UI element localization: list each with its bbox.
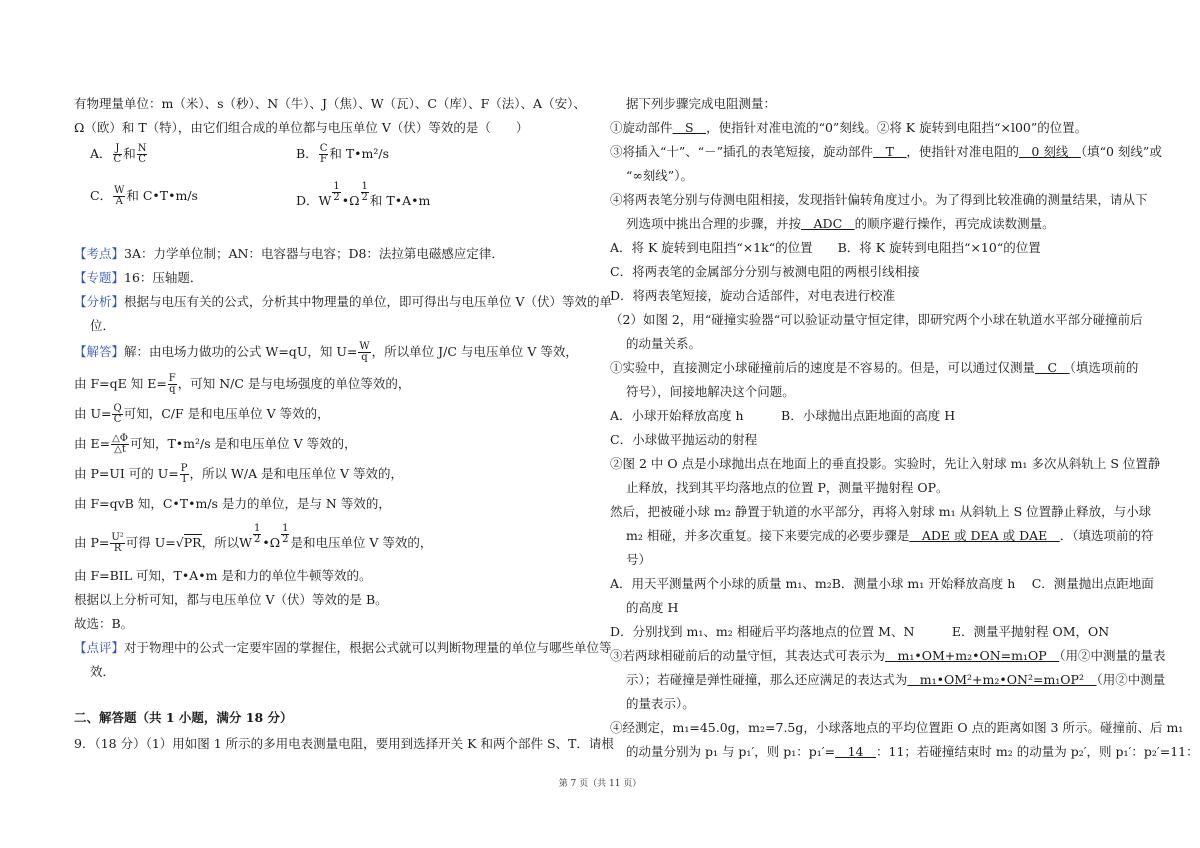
option-a-label: A． xyxy=(90,146,112,161)
zhuanti-line xyxy=(74,270,202,286)
option-a-and: 和 xyxy=(123,146,136,161)
fraction-c-over-f: $\frac{C}{F}$ xyxy=(319,143,328,165)
jieda-line-1: 【解答】解：由电场力做功的公式 W=qU，知 U= $\frac{W}{q}$ ，所以单位 J/C 与电压单位 V 等效， xyxy=(74,341,578,363)
r-option-ab-2: A．小球开始释放高度 h B．小球抛出点距地面的高度 H xyxy=(610,408,956,423)
r-line-13: 符号），间接地解决这个问题。 xyxy=(626,384,795,399)
page-footer: 第 7 页（共 11 页） xyxy=(558,779,642,789)
option-d-label: D． xyxy=(296,193,319,209)
r-option-ab: A．将 K 旋转到电阻挡“×1k“的位置 B．将 K 旋转到电阻挡“×10“的位置 xyxy=(610,240,1041,255)
fraction-n-over-c: $\frac{N}{C}$ xyxy=(137,143,147,165)
fraction-p-over-i: $\frac{P}{I}$ xyxy=(180,463,188,485)
exponent-half-2: $\frac{1}{2}$ xyxy=(361,181,368,203)
r-option-d: D．将两表笔短接，旋动合适部件，对电表进行校准 xyxy=(610,288,896,303)
blank-s: S xyxy=(672,120,707,135)
blank-elastic: m₁•OM²+m₂•ON²=m₁OP² xyxy=(907,672,1097,687)
solution-line-flux: 由 E= $\frac{\triangle\Phi}{\triangle t}$ 可知，T•m²/s 是和电压单位 V 等效的， xyxy=(74,433,357,455)
r-option-de: D．分别找到 m₁、m₂ 相碰后平均落地点的位置 M、N E．测量平抛射程 OM，ON xyxy=(610,624,1110,639)
r-line-19: m₂ 相碰，并多次重复。接下来要完成的必要步骤是 ADE 或 DEA 或 DAE ．（填选项前的符 xyxy=(626,528,1154,543)
exponent-half-4: $\frac{1}{2}$ xyxy=(282,523,289,545)
option-c-label: C． xyxy=(90,188,113,203)
option-d-ohm: •Ω xyxy=(341,193,360,209)
dianping-text-1: 对于物理中的公式一定要牢固的掌握住，根据公式就可以判断物理量的单位与哪些单位等 xyxy=(124,640,612,655)
r-line-26: 的量表示）。 xyxy=(626,696,695,711)
solution-line-e: 由 F=qE 知 E= $\frac{F}{q}$ ，可知 N/C 是与电场强度的单位等效的， xyxy=(74,373,411,395)
solution-conclusion: 根据以上分析可知，都与电压单位 V（伏）等效的是 B。 xyxy=(74,592,388,607)
fraction-q-over-c: $\frac{Q}{C}$ xyxy=(113,403,122,425)
r-line-3: ③将插入“十”、“－”插孔的表笔短接，旋动部件 T ，使指针对准电阻的 0 刻线 （填“0 刻线”或 xyxy=(610,144,1162,159)
blank-adc: ADC xyxy=(801,216,855,231)
solution-line-power: 由 P=UI 可的 U= $\frac{P}{I}$ ，所以 W/A 是和电压单位 V 等效的， xyxy=(74,463,404,485)
solution-line-u: 由 U= $\frac{Q}{C}$ 可知，C/F 是和电压单位 V 等效的， xyxy=(74,403,330,425)
question-stem-line-1: 有物理量单位：m（米）、s（秒）、N（牛）、J（焦）、W（瓦）、C（库）、F（法）、A（安）、 xyxy=(74,96,586,111)
dianping-line-1 xyxy=(74,640,612,656)
fenxi-text-1: 根据与电压有关的公式，分析其中物理量的单位，即可得出与电压单位 V（伏）等效的单 xyxy=(124,294,613,309)
fenxi-tag: 【分析】 xyxy=(74,294,125,309)
solution-line-lorentz: 由 F=qvB 知，C•T•m/s 是力的单位，是与 N 等效的， xyxy=(74,496,391,511)
r-line-11: 的动量关系。 xyxy=(626,336,702,351)
r-option-c: C．将两表笔的金属部分分别与被测电阻的两根引线相接 xyxy=(610,264,920,279)
blank-t: T xyxy=(873,144,907,159)
option-b xyxy=(296,144,389,165)
r-line-1: 据下列步骤完成电阻测量： xyxy=(626,96,777,111)
kaodian-tag: 【考点】 xyxy=(74,246,125,261)
question-stem-line-2: Ω（欧）和 T（特），由它们组合成的单位都与电压单位 V（伏）等效的是（ ） xyxy=(74,120,529,135)
r-line-24: ③若两球相碰前后的动量守恒，其表达式可表示为 m₁•OM+m₂•ON=m₁OP （用②中测量的量表 xyxy=(610,648,1166,663)
answer-line: 故选：B。 xyxy=(74,616,134,631)
blank-momentum: m₁•OM+m₂•ON=m₁OP xyxy=(885,648,1060,663)
fraction-w-over-a: $\frac{W}{A}$ xyxy=(114,185,125,207)
sqrt-pr: PR xyxy=(183,535,202,551)
kaodian-text: 3A：力学单位制；AN：电容器与电容；D8：法拉第电磁感应定律． xyxy=(124,246,504,261)
r-line-16: ②图 2 中 O 点是小球抛出点在地面上的垂直投影。实验时，先让入射球 m₁ 多次从斜轨上 S 位置静 xyxy=(610,456,1161,471)
jieda-tag: 【解答】 xyxy=(74,344,125,359)
option-c-text: 和 C•T•m/s xyxy=(126,188,198,203)
exponent-half-3: $\frac{1}{2}$ xyxy=(253,523,261,545)
dianping-tag: 【点评】 xyxy=(74,640,125,655)
fraction-j-over-c: $\frac{J}{C}$ xyxy=(113,143,122,165)
r-line-2: ①旋动部件 S ，使指针对准电流的“0”刻线。②将 K 旋转到电阻挡“×l00”的位置。 xyxy=(610,120,1088,135)
r-line-5: ④将两表笔分别与侍测电阻相接，发现指针偏转角度过小。为了得到比较准确的测量结果，请从下 xyxy=(610,192,1148,207)
fraction-dphi-over-dt: $\frac{\triangle\Phi}{\triangle t}$ xyxy=(112,433,128,455)
section-heading: 二、解答题（共 1 小题，满分 18 分） xyxy=(74,710,293,725)
blank-c: C xyxy=(1035,360,1070,375)
option-d xyxy=(296,182,430,209)
r-option-c-2: C．小球做平抛运动的射程 xyxy=(610,432,758,447)
r-line-18: 然后，把被碰小球 m₂ 静置于轨道的水平部分，再将入射球 m₁ 从斜轨上 S 位置静止释放，与小球 xyxy=(610,504,1152,519)
fenxi-line-1 xyxy=(74,294,612,310)
r-line-22: 的高度 H xyxy=(626,600,679,615)
question-9-line-1: 9．（18 分）（1）用如图 1 所示的多用电表测量电阻，要用到选择开关 K 和两个部件 S、T．请根 xyxy=(74,736,614,751)
fraction-u2-over-r: $\frac{\text{U²}}{R}$ xyxy=(111,532,124,555)
option-b-label: B． xyxy=(296,146,318,161)
r-line-10: （2）如图 2，用“碰撞实验器“可以验证动量守恒定律，即研究两个小球在轨道水平部分碰撞前后 xyxy=(610,312,1143,327)
blank-zero-line: 0 刻线 xyxy=(1018,144,1081,159)
blank-ade: ADE 或 DEA 或 DAE xyxy=(909,528,1060,543)
fraction-f-over-q: $\frac{F}{q}$ xyxy=(168,373,176,395)
kaodian-line xyxy=(74,246,504,262)
option-d-w: W xyxy=(318,193,332,209)
r-line-6: 列选项中挑出合理的步骤，并按 ADC 的顺序避行操作，再完成读数测量。 xyxy=(626,216,1055,231)
solution-line-sqrt: 由 P= $\frac{\text{U²}}{R}$ 可得 U=√PR，所以W $\frac{1}{2}$ •Ω $\frac{1}{2}$ 是和电压单位 V 等效的， xyxy=(74,523,433,555)
dianping-line-2: 效． xyxy=(90,664,116,679)
blank-14: 14 xyxy=(835,744,877,759)
zhuanti-tag: 【专题】 xyxy=(74,270,125,285)
option-b-text: 和 T•m²/s xyxy=(329,146,390,161)
r-line-20: 号） xyxy=(626,552,652,567)
zhuanti-text: 16：压轴题． xyxy=(124,270,203,285)
option-d-text: 和 T•A•m xyxy=(369,193,431,209)
r-line-28: 的动量分别为 p₁ 与 p₁′，则 p₁：p₁′= 14 ：11；若碰撞结束时 m₂ 的动量为 p₂′，则 p₁′：p₂′=11： xyxy=(626,744,1199,759)
r-line-4: “∞刻线”）。 xyxy=(626,168,693,183)
option-c xyxy=(90,186,198,207)
r-line-25: 示）；若碰撞是弹性碰撞，那么还应满足的表达式为 m₁•OM²+m₂•ON²=m₁OP² （用②中测量 xyxy=(626,672,1166,687)
r-line-12: ①实验中，直接测定小球碰撞前后的速度是不容易的。但是，可以通过仅测量 C （填选项前的 xyxy=(610,360,1139,375)
fenxi-line-2: 位． xyxy=(90,318,116,333)
solution-line-bil: 由 F=BIL 可知，T•A•m 是和力的单位牛顿等效的。 xyxy=(74,568,372,583)
exponent-half: $\frac{1}{2}$ xyxy=(333,181,340,203)
r-line-17: 止释放，找到其平均落地点的位置 P，测量平抛射程 OP。 xyxy=(626,480,949,495)
r-option-abc: A．用天平测量两个小球的质量 m₁、m₂B．测量小球 m₁ 开始释放高度 h C．测量抛出点距地面 xyxy=(610,576,1154,591)
r-line-27: ④经测定，m₁=45.0g，m₂=7.5g，小球落地点的平均位置距 O 点的距离如图 3 所示。碰撞前、后 m₁ xyxy=(610,720,1184,735)
option-a xyxy=(90,144,148,165)
fraction-w-over-q: $\frac{W}{q}$ xyxy=(359,341,370,363)
